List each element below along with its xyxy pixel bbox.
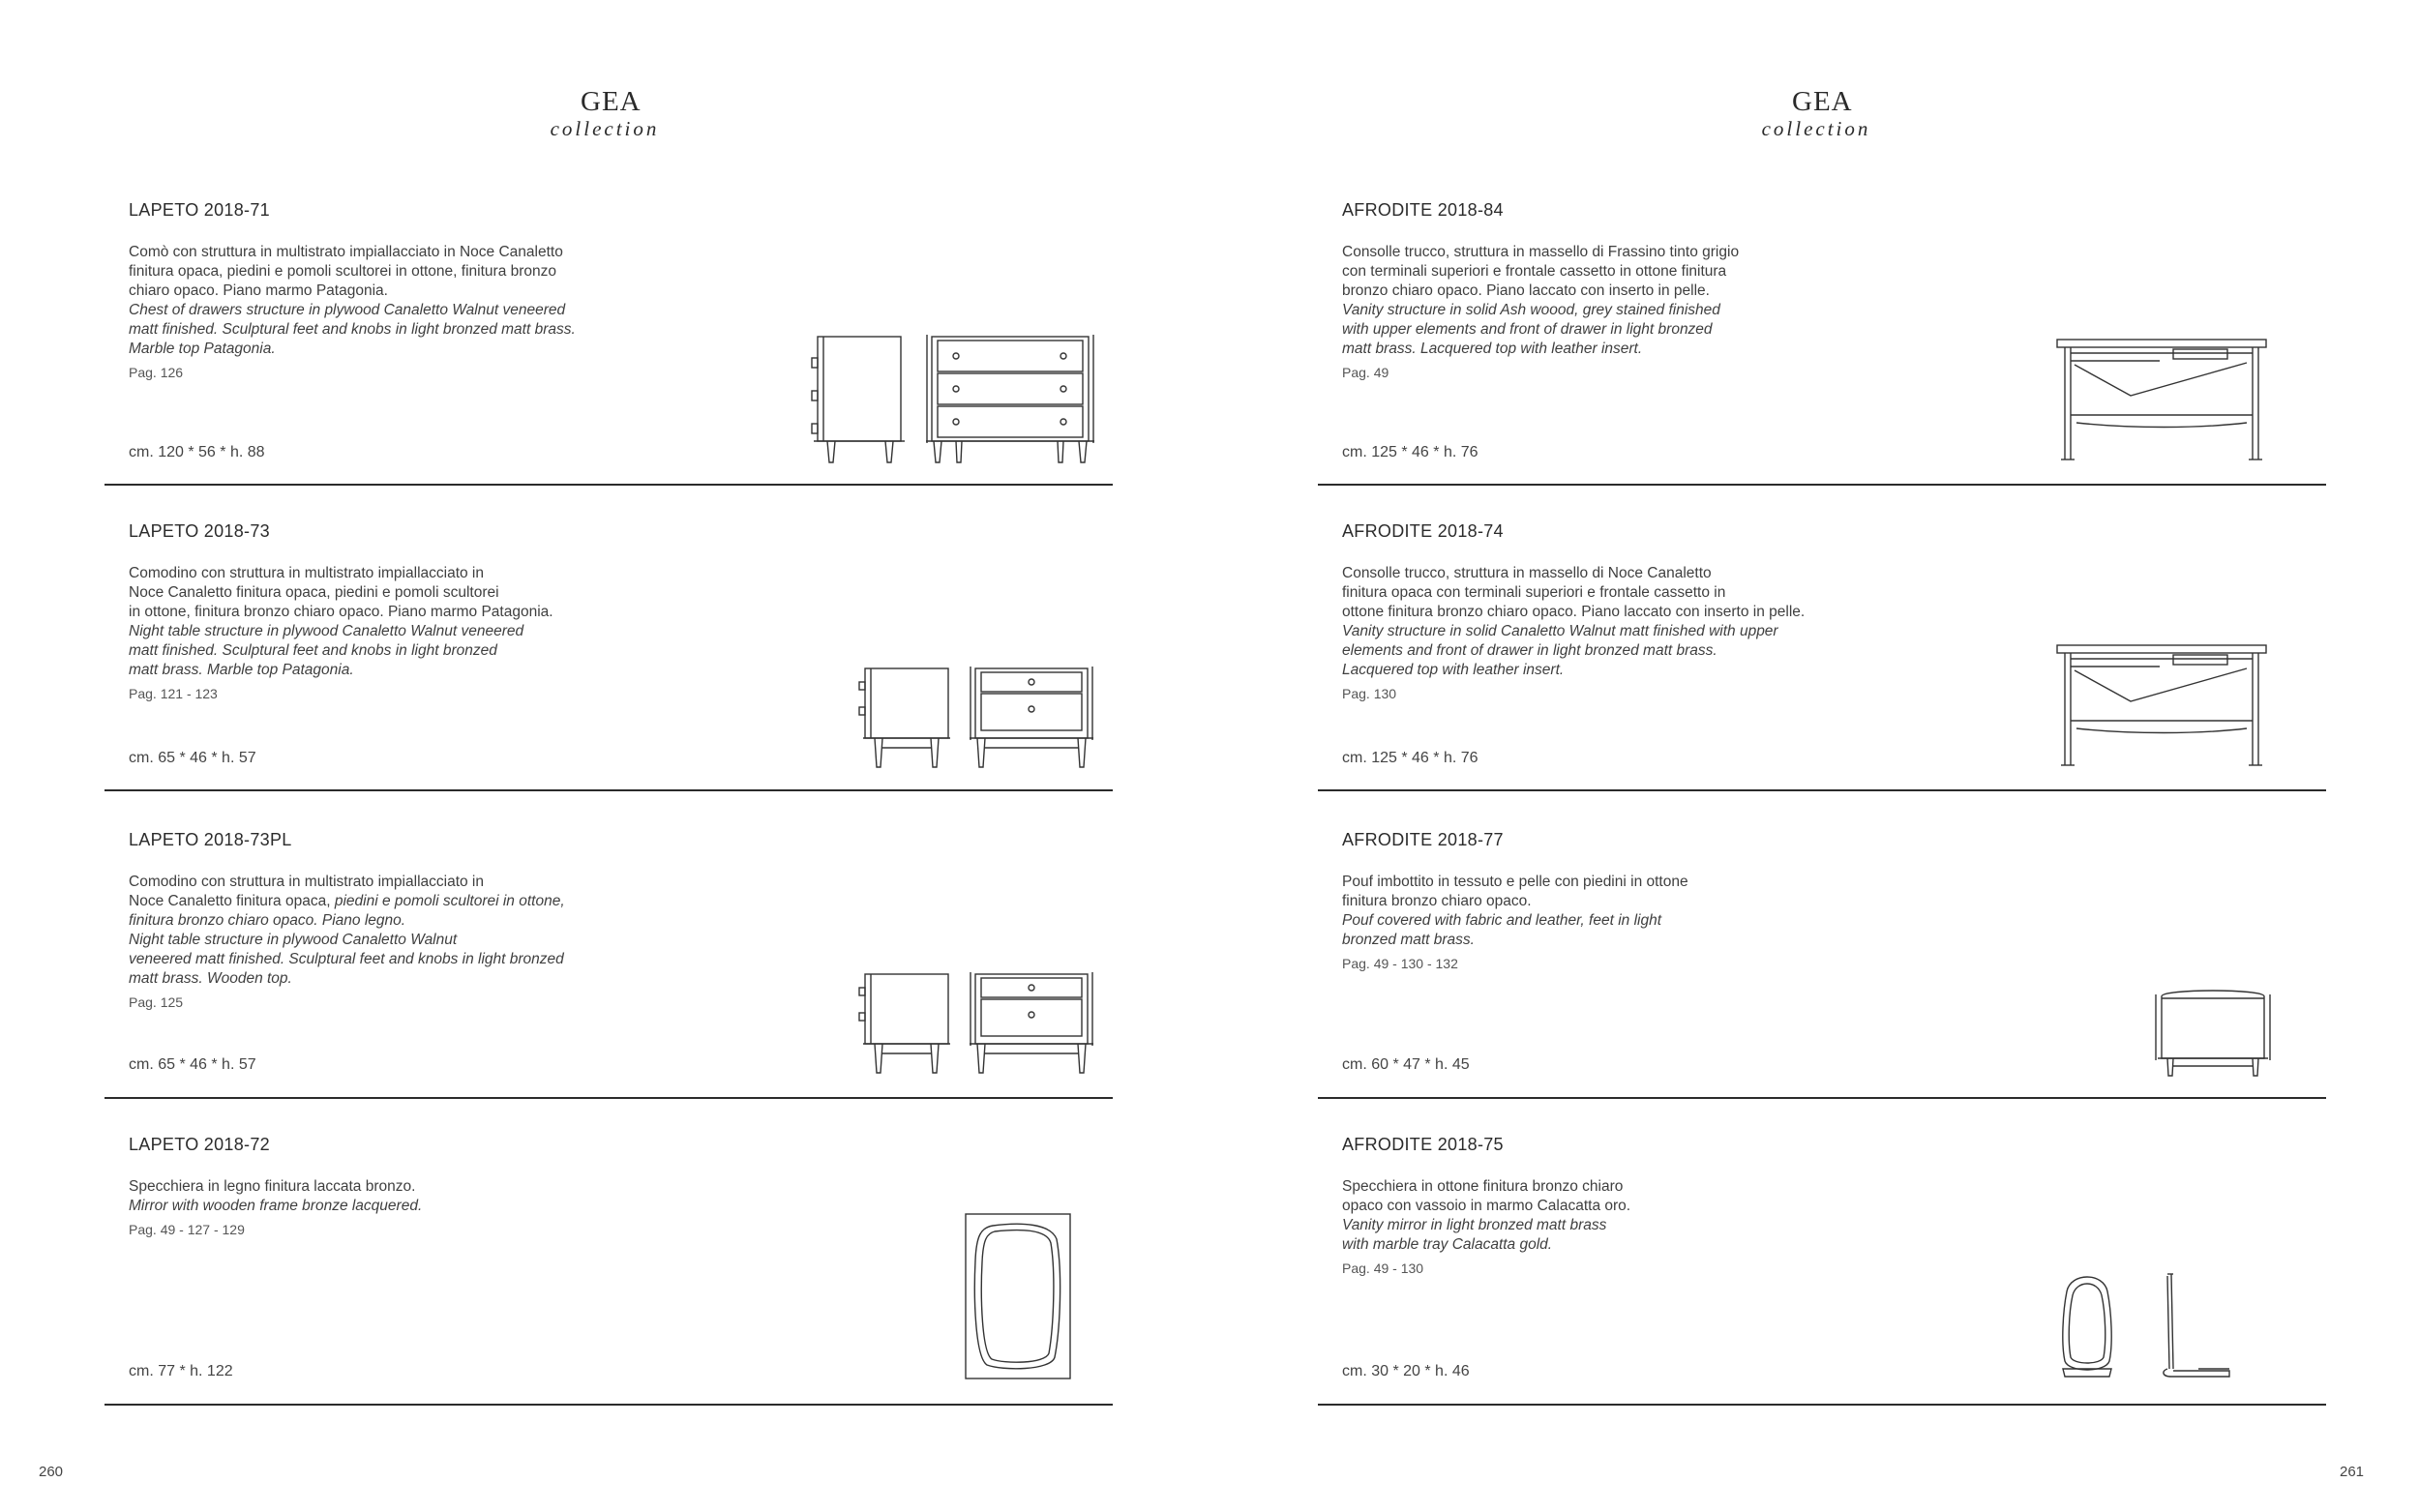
desc-line: bronzed matt brass. — [1342, 932, 1475, 948]
product-description — [1342, 564, 1884, 680]
collection-title: GEA — [581, 86, 642, 117]
product-name: AFRODITE 2018-74 — [1342, 521, 1504, 541]
divider — [1318, 484, 2326, 486]
desc-line: matt finished. Sculptural feet and knobs in light bronzed — [129, 642, 497, 659]
desc-line: Pouf covered with fabric and leather, feet in light — [1342, 912, 1662, 929]
desc-line: con terminali superiori e frontale cassetto in ottone finitura — [1342, 263, 1727, 280]
desc-line: Lacquered top with leather insert. — [1342, 662, 1565, 678]
desc-line: with upper elements and front of drawer in light bronzed — [1342, 321, 1713, 338]
desc-line: Vanity structure in solid Ash woood, grey stained finished — [1342, 302, 1720, 318]
dimensions: cm. 65 * 46 * h. 57 — [129, 750, 256, 766]
product-card — [1318, 830, 2326, 1135]
product-card — [1318, 200, 2326, 505]
vanity-desk-drawing — [2053, 641, 2276, 769]
desc-line: matt finished. Sculptural feet and knobs in light bronzed matt brass. — [129, 321, 576, 338]
divider — [105, 789, 1113, 791]
desc-segment: piedini e pomoli scultorei in ottone, — [334, 893, 565, 909]
divider — [1318, 1097, 2326, 1099]
product-card — [1318, 521, 2326, 826]
divider — [1318, 789, 2326, 791]
page-reference: Pag. 126 — [129, 365, 184, 380]
product-name: LAPETO 2018-73PL — [129, 830, 292, 849]
desc-line: Comodino con struttura in multistrato impiallacciato in — [129, 565, 484, 581]
desc-line: matt brass. Lacquered top with leather insert. — [1342, 341, 1643, 357]
divider — [105, 1404, 1113, 1406]
desc-line: Pouf imbottito in tessuto e pelle con piedini in ottone — [1342, 874, 1688, 890]
desc-line — [129, 931, 671, 950]
page-reference: Pag. 49 - 130 — [1342, 1260, 1424, 1276]
dimensions: cm. 77 * h. 122 — [129, 1363, 233, 1379]
product-name: AFRODITE 2018-75 — [1342, 1135, 1504, 1154]
dimensions: cm. 120 * 56 * h. 88 — [129, 444, 265, 460]
collection-subtitle: collection — [550, 117, 660, 140]
desc-line: Specchiera in legno finitura laccata bronzo. — [129, 1178, 416, 1195]
desc-segment: matt brass. Wooden top. — [129, 970, 292, 987]
desc-line: Marble top Patagonia. — [129, 341, 276, 357]
desc-line: finitura opaca con terminali superiori e frontale cassetto in — [1342, 584, 1726, 601]
desc-line: Chest of drawers structure in plywood Canaletto Walnut veneered — [129, 302, 566, 318]
page-number: 260 — [39, 1464, 64, 1480]
desc-line: bronzo chiaro opaco. Piano laccato con inserto in pelle. — [1342, 282, 1710, 299]
chest-of-drawers-drawing — [806, 331, 1096, 466]
product-card — [105, 1135, 1113, 1439]
desc-segment: Noce Canaletto finitura opaca, — [129, 893, 335, 909]
collection-title: GEA — [1792, 86, 1853, 117]
desc-line — [129, 873, 671, 892]
page-reference: Pag. 49 — [1342, 365, 1389, 380]
product-name: LAPETO 2018-73 — [129, 521, 270, 541]
desc-line: Specchiera in ottone finitura bronzo chiaro — [1342, 1178, 1624, 1195]
page-reference: Pag. 49 - 127 - 129 — [129, 1222, 245, 1237]
product-description — [1342, 873, 1884, 950]
desc-line: Comò con struttura in multistrato impiallacciato in Noce Canaletto — [129, 244, 563, 260]
desc-line — [129, 911, 671, 931]
page-number: 261 — [2340, 1464, 2365, 1480]
desc-segment: veneered matt finished. Sculptural feet and knobs in light bronzed — [129, 951, 564, 967]
desc-line — [129, 950, 671, 969]
dimensions: cm. 60 * 47 * h. 45 — [1342, 1056, 1470, 1073]
night-table-drawing — [855, 665, 1097, 773]
desc-line: with marble tray Calacatta gold. — [1342, 1236, 1553, 1253]
pouf-drawing — [2152, 985, 2274, 1082]
divider — [1318, 1404, 2326, 1406]
dimensions: cm. 30 * 20 * h. 46 — [1342, 1363, 1470, 1379]
page-reference: Pag. 130 — [1342, 686, 1397, 701]
desc-line: opaco con vassoio in marmo Calacatta oro. — [1342, 1198, 1631, 1214]
desc-segment: Night table structure in plywood Canaletto Walnut — [129, 932, 458, 948]
desc-line: in ottone, finitura bronzo chiaro opaco. Piano marmo Patagonia. — [129, 604, 553, 620]
product-card — [105, 521, 1113, 826]
mirror-drawing — [964, 1212, 1072, 1380]
page-reference: Pag. 49 - 130 - 132 — [1342, 956, 1458, 971]
product-description — [1342, 243, 1884, 359]
product-card — [105, 830, 1113, 1135]
desc-line: Vanity structure in solid Canaletto Walnut matt finished with upper — [1342, 623, 1778, 639]
desc-line: ottone finitura bronzo chiaro opaco. Piano laccato con inserto in pelle. — [1342, 604, 1806, 620]
page-reference: Pag. 121 - 123 — [129, 686, 218, 701]
divider — [105, 1097, 1113, 1099]
dimensions: cm. 125 * 46 * h. 76 — [1342, 750, 1478, 766]
product-card — [105, 200, 1113, 505]
collection-subtitle: collection — [1761, 117, 1871, 140]
right-page — [1210, 0, 2419, 1512]
desc-line: Vanity mirror in light bronzed matt brass — [1342, 1217, 1607, 1233]
desc-segment: Comodino con struttura in multistrato impiallacciato in — [129, 874, 484, 890]
product-card — [1318, 1135, 2326, 1439]
desc-line: Mirror with wooden frame bronze lacquered. — [129, 1198, 423, 1214]
desc-line: finitura opaca, piedini e pomoli scultorei in ottone, finitura bronzo — [129, 263, 557, 280]
product-description — [1342, 1177, 1884, 1255]
vanity-mirror-drawing — [2053, 1268, 2247, 1382]
desc-line: Consolle trucco, struttura in massello di Noce Canaletto — [1342, 565, 1712, 581]
desc-line: Night table structure in plywood Canaletto Walnut veneered — [129, 623, 524, 639]
desc-segment: finitura bronzo chiaro opaco. Piano legno. — [129, 912, 406, 929]
desc-line: Noce Canaletto finitura opaca, piedini e pomoli scultorei — [129, 584, 499, 601]
product-name: LAPETO 2018-72 — [129, 1135, 270, 1154]
desc-line: chiaro opaco. Piano marmo Patagonia. — [129, 282, 388, 299]
product-name: AFRODITE 2018-84 — [1342, 200, 1504, 220]
page-reference: Pag. 125 — [129, 994, 184, 1010]
desc-line: matt brass. Marble top Patagonia. — [129, 662, 354, 678]
divider — [105, 484, 1113, 486]
vanity-desk-drawing — [2053, 336, 2276, 463]
dimensions: cm. 125 * 46 * h. 76 — [1342, 444, 1478, 460]
product-description — [129, 873, 671, 989]
product-description — [129, 1177, 671, 1216]
desc-line — [129, 969, 671, 989]
desc-line: finitura bronzo chiaro opaco. — [1342, 893, 1532, 909]
dimensions: cm. 65 * 46 * h. 57 — [129, 1056, 256, 1073]
product-name: LAPETO 2018-71 — [129, 200, 270, 220]
product-description — [129, 243, 671, 359]
desc-line — [129, 892, 671, 911]
night-table-drawing — [855, 970, 1097, 1079]
desc-line: elements and front of drawer in light bronzed matt brass. — [1342, 642, 1717, 659]
desc-line: Consolle trucco, struttura in massello di Frassino tinto grigio — [1342, 244, 1740, 260]
product-name: AFRODITE 2018-77 — [1342, 830, 1504, 849]
product-description — [129, 564, 671, 680]
